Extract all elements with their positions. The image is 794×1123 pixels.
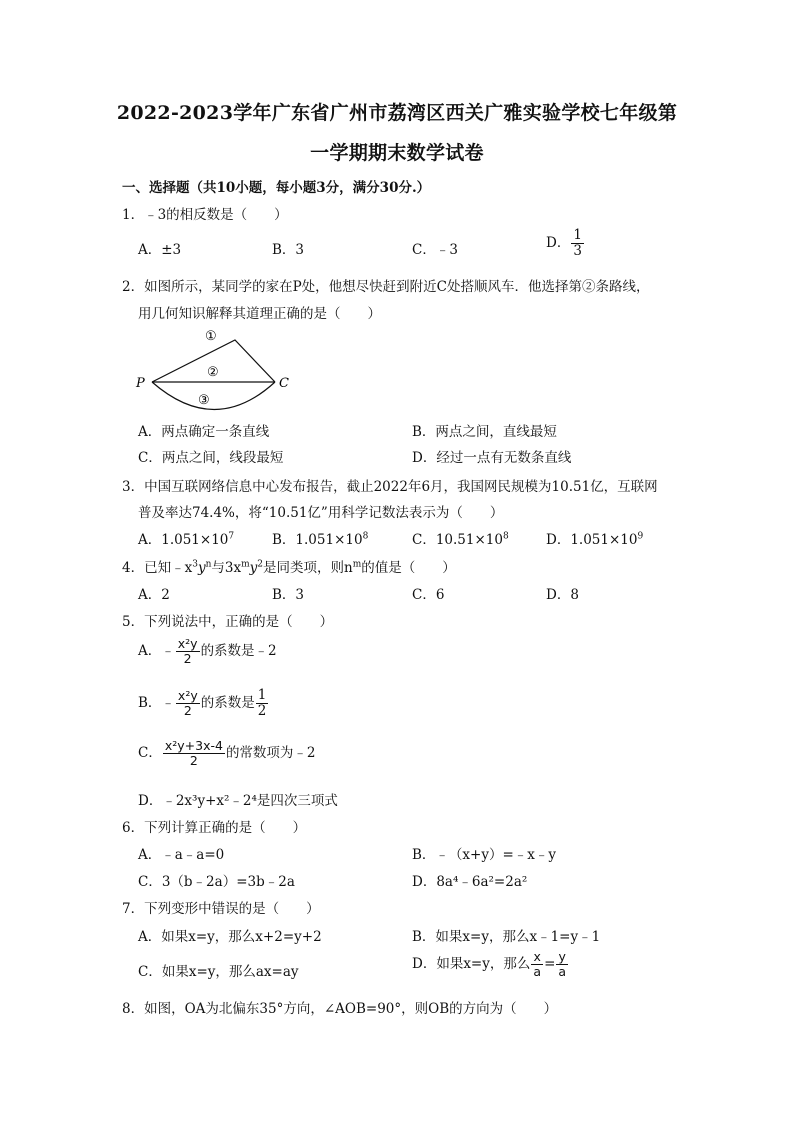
point-c-label: C <box>279 376 289 391</box>
question-3-stem-line-1: 3．中国互联网络信息中心发布报告，截止2022年6月，我国网民规模为10.51亿，互联网 <box>122 479 658 495</box>
point-p-label: P <box>136 376 145 391</box>
question-3-option-b: B．$1.051\times 10^8$ <box>272 531 369 548</box>
question-3-option-c: C．$10.51\times 10^8$ <box>412 531 509 548</box>
question-2-stem-line-2: 用几何知识解释其道理正确的是（ ） <box>138 306 381 322</box>
question-5-option-d: D．﹣2x³y+x²﹣2⁴是四次三项式 <box>138 793 338 809</box>
question-4-option-c: C．6 <box>412 587 445 603</box>
route-2-label: ② <box>207 365 219 380</box>
question-1-option-c: C．﹣3 <box>412 242 458 258</box>
question-2-option-b: B．两点之间，直线最短 <box>412 424 557 440</box>
question-5-option-b: B．﹣ $\frac{\text{x²y}}{2}$ 的系数是 $\frac{1}{2}$ <box>138 687 267 719</box>
question-1-option-d: D． $\frac{1}{3}$ <box>546 227 582 259</box>
question-1-option-a: A．±3 <box>138 242 182 258</box>
question-1-option-b: B．3 <box>272 242 305 258</box>
question-4-option-b: B．3 <box>272 587 305 603</box>
question-3-option-d: D．$1.051\times 10^9$ <box>546 531 644 548</box>
question-4-stem: 4．已知$﹣x^3y^n$与$3x^my^2$是同类项，则$n^m$的值是（ ） <box>122 559 456 576</box>
page-title-line-1: 2022-2023学年广东省广州市荔湾区西关广雅实验学校七年级第 <box>116 102 678 124</box>
question-6-option-a: A．﹣a﹣a=0 <box>138 847 225 863</box>
question-7-option-a: A．如果x=y，那么x+2=y+2 <box>138 929 322 945</box>
question-3-option-a: A．$1.051\times 10^7$ <box>138 531 235 548</box>
question-2-stem-line-1: 2．如图所示，某同学的家在P处，他想尽快赶到附近C处搭顺风车．他选择第②条路线， <box>122 279 650 295</box>
question-4-option-d: D．8 <box>546 587 579 603</box>
question-6-option-d: D．8a⁴﹣6a²=2a² <box>412 874 528 890</box>
section-heading: 一、选择题（共10小题，每小题3分，满分30分.） <box>122 180 431 196</box>
route-1-label: ① <box>205 329 217 344</box>
question-5-option-a: A．﹣ $\frac{\text{x²y}}{2}$ 的系数是﹣2 <box>138 636 277 666</box>
question-5-stem: 5．下列说法中，正确的是（ ） <box>122 614 334 630</box>
question-1-stem: 1．﹣3的相反数是（ ） <box>122 207 288 223</box>
page-title-line-2: 一学期期末数学试卷 <box>310 142 484 164</box>
route-3-label: ③ <box>198 393 210 408</box>
question-8-stem: 8．如图，OA为北偏东35°方向，∠AOB=90°，则OB的方向为（ ） <box>122 1001 558 1017</box>
question-6-option-b: B．﹣（x+y）=﹣x﹣y <box>412 847 557 863</box>
route-3-curve <box>152 382 275 410</box>
question-7-option-d: D．如果x=y，那么 $\frac{x}{a}$ = $\frac{y}{a}$ <box>412 949 567 979</box>
question-6-stem: 6．下列计算正确的是（ ） <box>122 820 307 836</box>
question-2-option-d: D．经过一点有无数条直线 <box>412 450 572 466</box>
route-diagram <box>130 322 300 412</box>
question-2-option-a: A．两点确定一条直线 <box>138 424 270 440</box>
question-7-stem: 7．下列变形中错误的是（ ） <box>122 901 320 917</box>
question-3-stem-line-2: 普及率达74.4%，将“10.51亿”用科学记数法表示为（ ） <box>138 505 504 521</box>
question-2-option-c: C．两点之间，线段最短 <box>138 450 284 466</box>
question-7-option-b: B．如果x=y，那么x﹣1=y﹣1 <box>412 929 601 945</box>
question-5-option-c: C． $\frac{\text{x²y+3x-4}}{2}$ 的常数项为﹣2 <box>138 738 316 768</box>
question-4-option-a: A．2 <box>138 587 170 603</box>
question-7-option-c: C．如果x=y，那么ax=ay <box>138 964 299 980</box>
question-6-option-c: C．3（b﹣2a）=3b﹣2a <box>138 874 295 890</box>
